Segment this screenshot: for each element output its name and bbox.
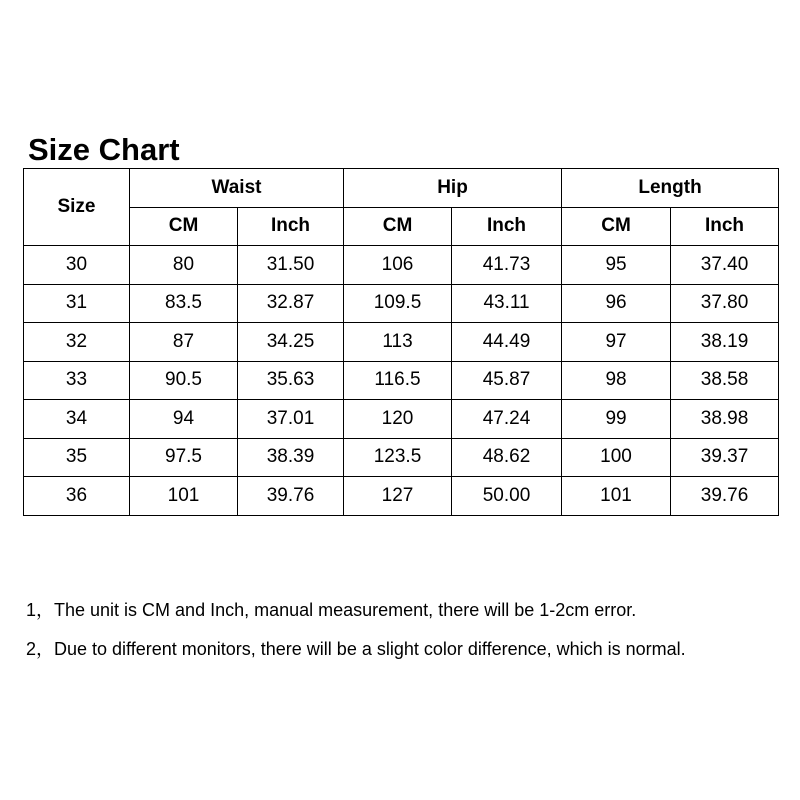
hip-cm-cell: 127 xyxy=(344,477,452,516)
size-cell: 32 xyxy=(24,323,130,362)
hip-cm-cell: 120 xyxy=(344,400,452,439)
notes-section xyxy=(26,598,796,676)
waist-cm-header: CM xyxy=(130,207,238,246)
waist-inch-cell: 31.50 xyxy=(238,246,344,285)
hip-inch-cell: 41.73 xyxy=(452,246,562,285)
note-color-difference: 2，Due to different monitors, there will be a slight color difference, which is normal. xyxy=(26,639,686,659)
hip-inch-cell: 44.49 xyxy=(452,323,562,362)
length-inch-cell: 39.76 xyxy=(671,477,779,516)
length-group-header: Length xyxy=(562,169,779,208)
size-column-header: Size xyxy=(24,169,130,246)
hip-cm-cell: 116.5 xyxy=(344,361,452,400)
hip-inch-cell: 45.87 xyxy=(452,361,562,400)
table-row xyxy=(24,438,779,477)
header-row-groups xyxy=(24,169,779,208)
hip-cm-cell: 106 xyxy=(344,246,452,285)
waist-inch-cell: 39.76 xyxy=(238,477,344,516)
table-row xyxy=(24,323,779,362)
size-cell: 34 xyxy=(24,400,130,439)
waist-cm-cell: 97.5 xyxy=(130,438,238,477)
hip-cm-cell: 109.5 xyxy=(344,284,452,323)
table-row xyxy=(24,477,779,516)
hip-cm-header: CM xyxy=(344,207,452,246)
length-cm-cell: 99 xyxy=(562,400,671,439)
hip-cm-cell: 113 xyxy=(344,323,452,362)
waist-cm-cell: 83.5 xyxy=(130,284,238,323)
size-cell: 33 xyxy=(24,361,130,400)
hip-cm-cell: 123.5 xyxy=(344,438,452,477)
length-inch-cell: 37.40 xyxy=(671,246,779,285)
length-inch-cell: 39.37 xyxy=(671,438,779,477)
table-row xyxy=(24,246,779,285)
size-cell: 35 xyxy=(24,438,130,477)
length-cm-header: CM xyxy=(562,207,671,246)
length-cm-cell: 101 xyxy=(562,477,671,516)
table-row xyxy=(24,284,779,323)
waist-cm-cell: 90.5 xyxy=(130,361,238,400)
hip-inch-cell: 47.24 xyxy=(452,400,562,439)
hip-inch-header: Inch xyxy=(452,207,562,246)
waist-inch-cell: 34.25 xyxy=(238,323,344,362)
size-cell: 31 xyxy=(24,284,130,323)
waist-inch-cell: 38.39 xyxy=(238,438,344,477)
length-cm-cell: 97 xyxy=(562,323,671,362)
header-row-units xyxy=(24,207,779,246)
length-cm-cell: 100 xyxy=(562,438,671,477)
length-cm-cell: 98 xyxy=(562,361,671,400)
size-cell: 36 xyxy=(24,477,130,516)
waist-cm-cell: 101 xyxy=(130,477,238,516)
hip-inch-cell: 43.11 xyxy=(452,284,562,323)
length-inch-cell: 37.80 xyxy=(671,284,779,323)
length-inch-cell: 38.19 xyxy=(671,323,779,362)
waist-inch-cell: 37.01 xyxy=(238,400,344,439)
length-inch-cell: 38.58 xyxy=(671,361,779,400)
hip-inch-cell: 48.62 xyxy=(452,438,562,477)
waist-inch-cell: 32.87 xyxy=(238,284,344,323)
hip-inch-cell: 50.00 xyxy=(452,477,562,516)
size-chart-table xyxy=(23,168,779,516)
waist-inch-header: Inch xyxy=(238,207,344,246)
note-measurement-error: 1，The unit is CM and Inch, manual measurement, there will be 1-2cm error. xyxy=(26,600,637,620)
hip-group-header: Hip xyxy=(344,169,562,208)
table-row xyxy=(24,361,779,400)
length-inch-cell: 38.98 xyxy=(671,400,779,439)
size-cell: 30 xyxy=(24,246,130,285)
waist-cm-cell: 87 xyxy=(130,323,238,362)
waist-group-header: Waist xyxy=(130,169,344,208)
waist-inch-cell: 35.63 xyxy=(238,361,344,400)
length-cm-cell: 96 xyxy=(562,284,671,323)
waist-cm-cell: 94 xyxy=(130,400,238,439)
table-row xyxy=(24,400,779,439)
page-title: Size Chart xyxy=(28,132,180,167)
length-cm-cell: 95 xyxy=(562,246,671,285)
waist-cm-cell: 80 xyxy=(130,246,238,285)
length-inch-header: Inch xyxy=(671,207,779,246)
